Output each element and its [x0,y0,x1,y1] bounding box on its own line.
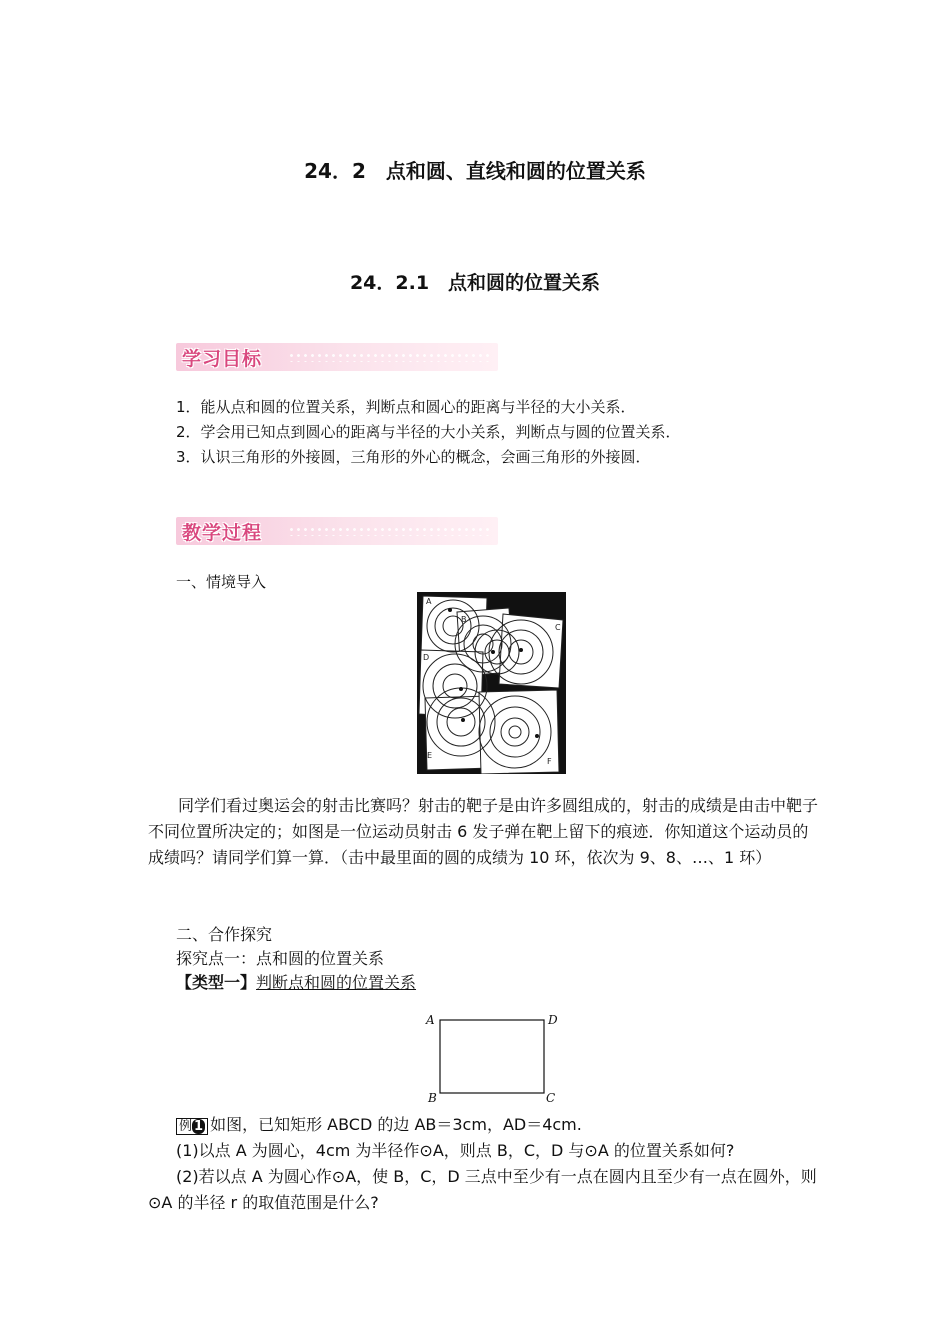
example-stem: 如图，已知矩形 ABCD 的边 AB＝3cm，AD＝4cm. [210,1115,582,1134]
process-banner-label: 教学过程 [182,522,263,544]
intro-paragraph: 同学们看过奥运会的射击比赛吗？射击的靶子是由许多圆组成的，射击的成绩是由击中靶子不同位置所决定的；如图是一位运动员射击 6 发子弹在靶上留下的痕迹．你知道这个运动员的成绩吗？请同学们算一算．（击中最里面的圆的成绩为 10 环，依次为 9、8、…、1 环） [148,796,819,867]
bullet-hole [519,648,523,652]
shooting-target-figure [417,592,566,774]
intro-paragraph-block [148,793,820,871]
example-badge-number: 1 [194,1119,204,1134]
example-stem-line [176,1112,826,1138]
bullet-hole [535,734,539,738]
vertex-label-c: C [546,1091,556,1105]
process-banner [176,517,498,545]
type-bracket: 【类型一】 [176,973,257,992]
vertex-label-d: D [548,1013,558,1027]
vertex-label-a: A [426,1013,435,1027]
section-subtitle: 24．2.1 点和圆的位置关系 [349,272,601,294]
figure-label-c: C [555,623,561,632]
banner-dots-decoration [288,526,492,536]
goal-item: 2．学会用已知点到圆心的距离与半径的大小关系，判断点与圆的位置关系． [176,423,681,441]
page-title: 24．2 点和圆、直线和圆的位置关系 [304,159,646,183]
figure-label-b: B [461,615,467,624]
figure-label-f: F [547,757,552,766]
figure-label-d: D [423,653,430,662]
example-badge-text: 例 [179,1119,193,1134]
vertex-label-b: B [428,1091,437,1105]
figure-label-a: A [426,597,432,606]
rectangle-shape [440,1020,544,1093]
example-question-2: (2)若以点 A 为圆心作⊙A，使 B，C，D 三点中至少有一点在圆内且至少有一点在圆外，则⊙A 的半径 r 的取值范围是什么? [148,1167,817,1212]
banner-dots-decoration [288,352,492,362]
part1-heading: 一、情境导入 [176,573,267,591]
goal-item: 1．能从点和圆的位置关系，判断点和圆心的距离与半径的大小关系． [176,398,636,416]
bullet-hole [448,608,452,612]
bullet-hole [461,718,465,722]
example-badge [176,1118,208,1135]
goal-item: 3．认识三角形的外接圆，三角形的外心的概念，会画三角形的外接圆． [176,448,651,466]
explore-point-heading: 探究点一：点和圆的位置关系 [176,949,385,968]
example-question-1: (1)以点 A 为圆心，4cm 为半径作⊙A，则点 B，C，D 与⊙A 的位置关系如何? [176,1141,735,1160]
goals-banner-label: 学习目标 [182,348,263,370]
type-heading [176,970,416,993]
type-title: 判断点和圆的位置关系 [256,973,417,992]
figure-label-e: E [427,751,433,760]
rectangle-abcd-figure [420,1010,570,1106]
bullet-hole [459,687,463,691]
bullet-hole [491,650,495,654]
goals-banner [176,343,498,371]
part2-heading: 二、合作探究 [176,925,273,944]
